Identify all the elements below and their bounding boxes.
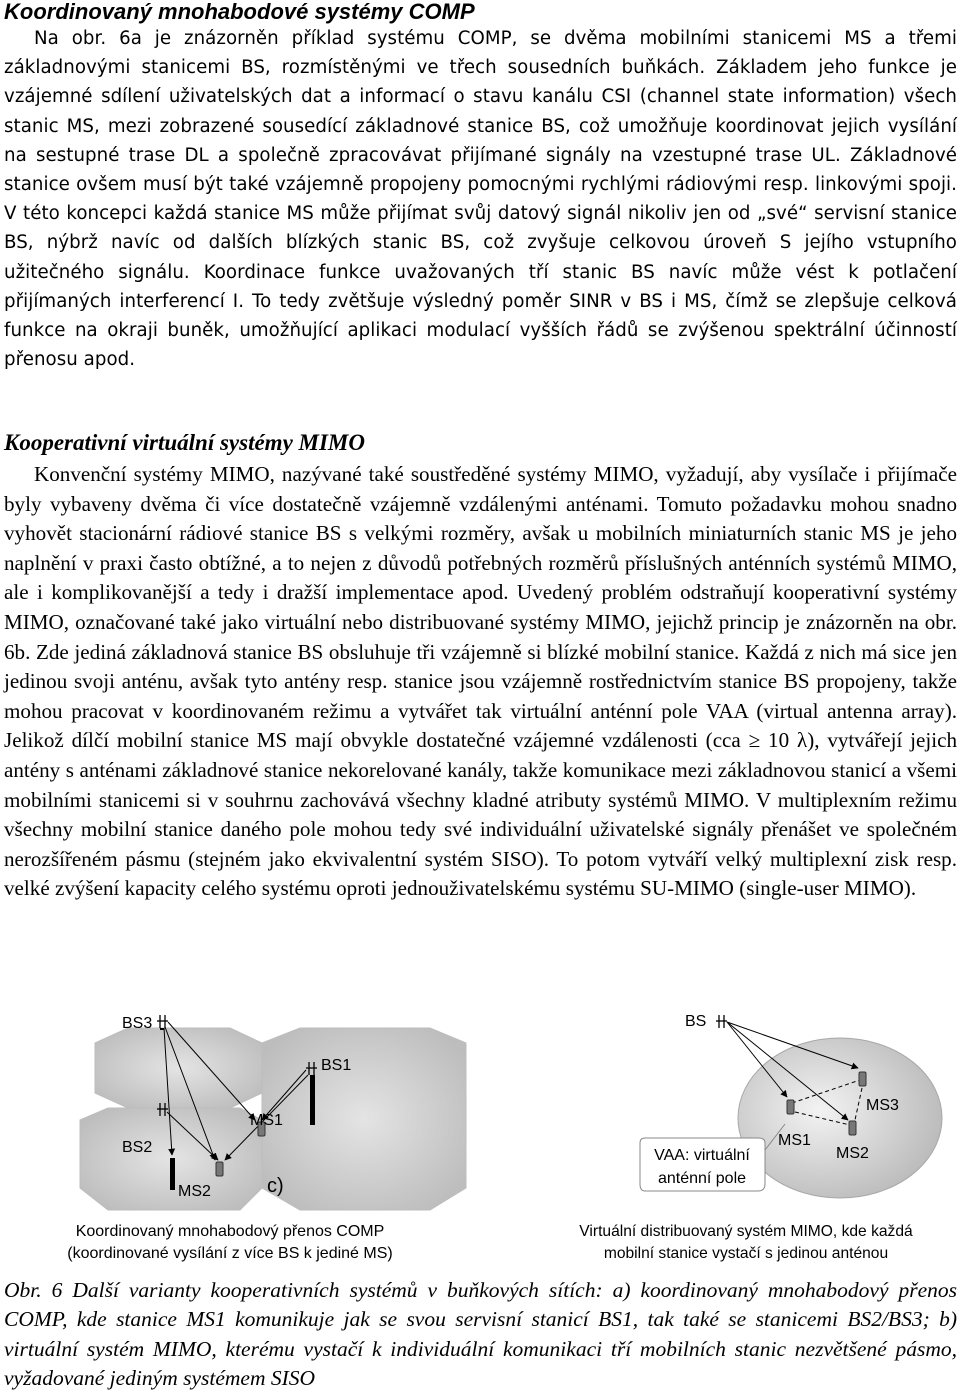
- label-ms1: MS1: [250, 1112, 283, 1129]
- cell-bs1: [262, 1028, 466, 1210]
- paragraph-comp: Na obr. 6a je znázorněn příklad systému COMP, se dvěma mobilními stanicemi MS a třemi základnovými stanicemi BS, rozmístěnými ve třech sousedních buňkách. Základem jeho funkce je vzájemné sdílení uživatelských dat a informací o stavu kanálu CSI (channel state information) všech stanic MS, mezi zobrazené sousedící základnové stanice BS, což umožňuje koordinovat jejich vysílání na sestupné trase DL a společně zpracovávat přijímané signály na vzestupné trase UL. Základnové stanice ovšem musí být také vzájemně propojeny pomocnými rychlými rádiovými resp. linkovými spoji. V této koncepci každá stanice MS může přijímat svůj datový signál nikoliv jen od „své“ servisní stanice BS, nýbrž navíc od dalších blízkých stanic BS, což zvyšuje celkovou úroveň S jejího vstupního užitečného signálu. Koordinace funkce uvažovaných tří stanic BS navíc může vést k potlačení přijímaných interferencí I. To tedy zvětšuje výsledný poměr SINR v BS i MS, čímž se zlepšuje celková funkce na okraji buněk, umožňující aplikaci modulací vyšších řádů se zvýšenou spektrální účinností přenosu apod.: [4, 28, 957, 371]
- vaa-label-line2: anténní pole: [657, 1170, 747, 1187]
- phone-icon: [787, 1100, 794, 1114]
- label-bs: BS: [685, 1013, 707, 1030]
- figure-caption-left-line1: Koordinovaný mnohabodový přenos COMP: [75, 1223, 385, 1240]
- tower-bs2: [170, 1158, 175, 1190]
- figure-caption-right-line1: Virtuální distribuovaný systém MIMO, kde každá: [579, 1223, 913, 1240]
- phone-icon: [859, 1072, 866, 1086]
- figure-caption: Obr. 6 Další varianty kooperativních systémů v buňkových sítích: a) koordinovaný mnohabodový přenos COMP, kde stanice MS1 komunikuje jak se svou servisní stanicí BS1, tak také se stanicemi BS2/BS3; b) virtuální systém MIMO, kterému vystačí k individuální komunikaci tří mobilních stanic nezvětšené pásmo, vyžadované jediným systémem SISO: [4, 1278, 957, 1391]
- label-bs1: BS1: [321, 1057, 352, 1074]
- tower-bs3: [160, 1028, 164, 1030]
- figure-6-diagram: [0, 995, 960, 1220]
- tower-bs1: [310, 1075, 315, 1125]
- figure-caption-left-line2: (koordinované vysílání z více BS k jediné MS): [67, 1245, 393, 1262]
- label-ms1: MS1: [778, 1132, 811, 1149]
- section-heading-virtual-mimo: Kooperativní virtuální systémy MIMO: [4, 430, 365, 455]
- label-ms2: MS2: [836, 1145, 869, 1162]
- antenna-icon: [716, 1015, 727, 1028]
- paragraph-virtual-mimo: Konvenční systémy MIMO, nazývané také soustředěné systémy MIMO, vyžadují, aby vysílače i přijímače byly vybaveny dvěma či více dostatečně vzájemně vzdálenými anténami. Tomuto požadavku mohou snadno vyhovět stacionární rádiové stanice BS s velkými rozměry, avšak u mobilních miniaturních stanic MS je jeho naplnění v praxi často obtížné, a to nejen z důvodů potřebných rozměrů příslušných anténních systémů MIMO, ale i komplikovanější a tedy i dražší implementace apod. Uvedený problém odstraňují kooperativní systémy MIMO, označované také jako virtuální nebo distribuované systémy MIMO, jejichž princip je znázorněn na obr. 6b. Zde jediná základnová stanice BS obsluhuje tři vzájemně si blízké mobilní stanice. Každá z nich má sice jen jedinou svoji anténu, avšak tyto antény resp. stanice jsou vzájemně rostřednictvím stanice BS propojeny, takže mohou pracovat v koordinovaném režimu a vytvářet tak virtuální anténní pole VAA (virtual antenna array). Jelikož dílčí mobilní stanice MS mají obvykle dostatečné vzájemné vzdálenosti (cca ≥ 10 λ), vytvářejí jejich antény s anténami základnové stanice nekorelované kanály, takže komunikace mezi základnovou stanicí a všemi mobilními stanicemi si v souhrnu zachovává všechny kladné atributy systémů MIMO. V multiplexním režimu všechny mobilní stanice daného pole mohou tedy své individuální uživatelské signály přenášet ve společném nerozšířeném pásmu (stejném jako ekvivalentní systém SISO). To potom vytváří velký multiplexní zisk resp. velké zvýšení kapacity celého systému oproti jednouživatelskému systému SU-MIMO (single-user MIMO).: [4, 462, 957, 901]
- label-bs3: BS3: [122, 1015, 153, 1032]
- phone-icon: [216, 1162, 223, 1176]
- panel-label-c: c): [267, 1175, 284, 1197]
- figure-caption-right: [530, 1221, 960, 1265]
- phone-icon: [849, 1121, 856, 1135]
- label-ms3: MS3: [866, 1097, 899, 1114]
- figure-caption-right-line2: mobilní stanice vystačí s jedinou anténou: [603, 1245, 889, 1262]
- antenna-icon: [157, 1015, 168, 1028]
- figure-caption-left: [20, 1221, 440, 1265]
- label-ms2: MS2: [178, 1183, 211, 1200]
- cell-bs3: [95, 1028, 262, 1108]
- label-bs2: BS2: [122, 1139, 153, 1156]
- section-heading-comp: Koordinovaný mnohabodové systémy COMP: [4, 0, 475, 24]
- vaa-label-line1: VAA: virtuální: [654, 1147, 750, 1164]
